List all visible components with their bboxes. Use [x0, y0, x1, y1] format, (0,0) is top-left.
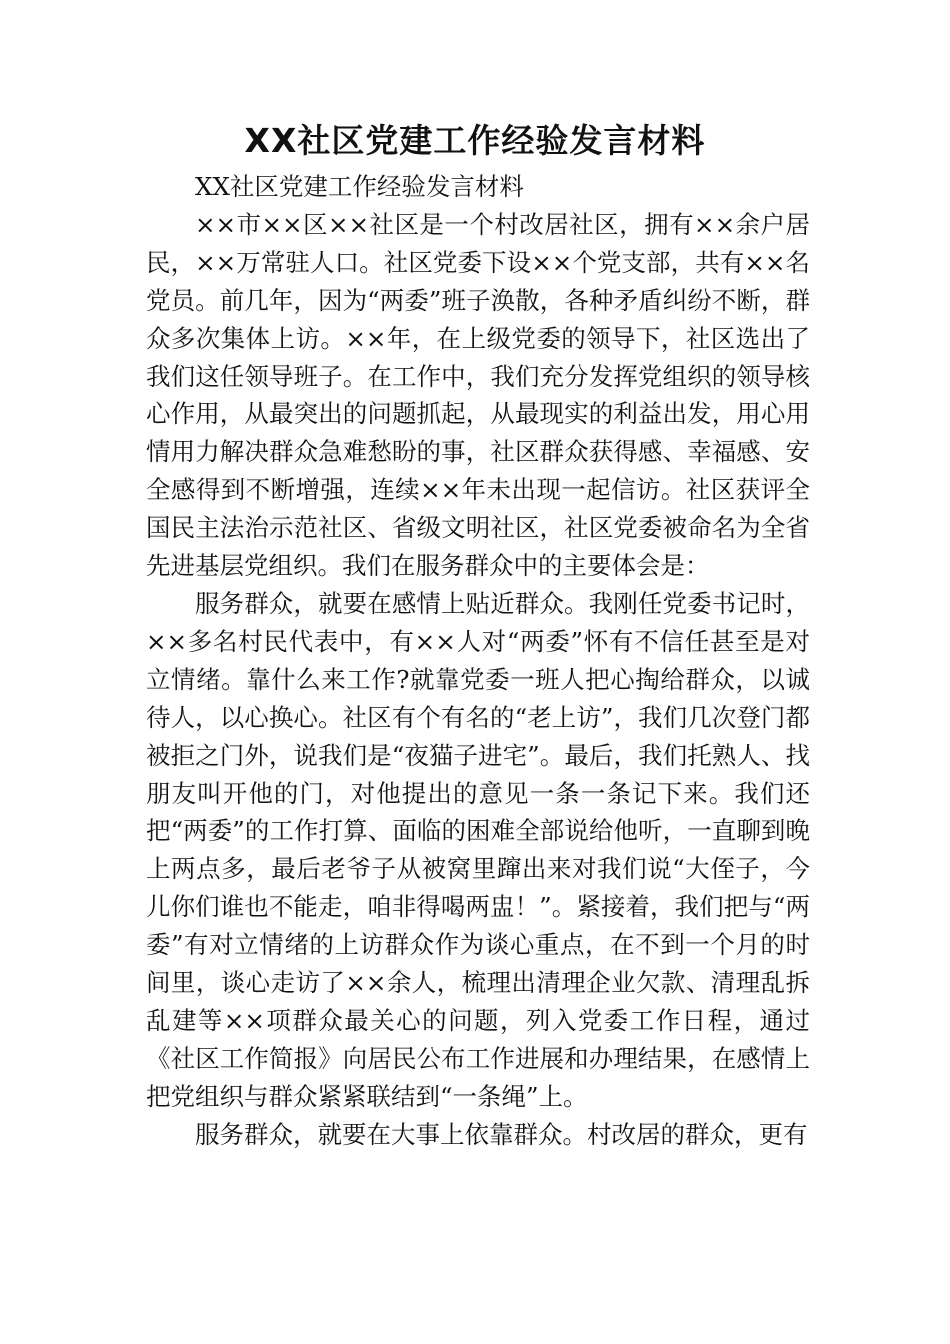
paragraph-emotion: 服务群众，就要在感情上贴近群众。我刚任党委书记时，××多名村民代表中，有××人对“两委”怀有不信任甚至是对立情绪。靠什么来工作?就靠党委一班人把心掏给群众，以诚待人，以心换心。社区有个有名的“老上访”，我们几次登门都被拒之门外，说我们是“夜猫子进宅”。最后，我们托熟人、找朋友叫开他的门，对他提出的意见一条一条记下来。我们还把“两委”的工作打算、面临的困难全部说给他听，一直聊到晚上两点多，最后老爷子从被窝里蹿出来对我们说“大侄子，今儿你们谁也不能走，咱非得喝两盅！”。紧接着，我们把与“两委”有对立情绪的上访群众作为谈心重点，在不到一个月的时间里，谈心走访了××余人，梳理出清理企业欠款、清理乱拆乱建等××项群众最关心的问题，列入党委工作日程，通过《社区工作简报》向居民公布工作进展和办理结果，在感情上把党组织与群众紧紧联结到“一条绳”上。 — [146, 588, 810, 1111]
document-title: XX社区党建工作经验发言材料 — [244, 121, 706, 160]
paragraph-intro: ××市××区××社区是一个村改居社区，拥有××余户居民，××万常驻人口。社区党委下设××个党支部，共有××名党员。前几年，因为“两委”班子涣散，各种矛盾纠纷不断，群众多次集体上访。××年，在上级党委的领导下，社区选出了我们这任领导班子。在工作中，我们充分发挥党组织的领导核心作用，从最突出的问题抓起，从最现实的利益出发，用心用情用力解决群众急难愁盼的事，社区群众获得感、幸福感、安全感得到不断增强，连续××年未出现一起信访。社区获评全国民主法治示范社区、省级文明社区，社区党委被命名为全省先进基层党组织。我们在服务群众中的主要体会是： — [146, 209, 810, 581]
document-body — [146, 168, 810, 1154]
document-subtitle: XX社区党建工作经验发言材料 — [195, 172, 524, 201]
paragraph-rely: 服务群众，就要在大事上依靠群众。村改居的群众，更有 — [195, 1119, 808, 1149]
